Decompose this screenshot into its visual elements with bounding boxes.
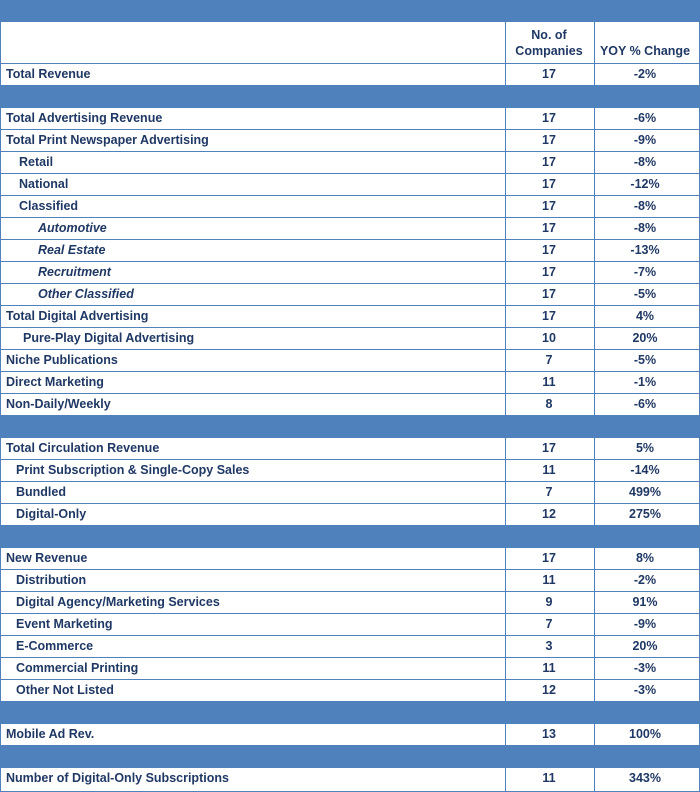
row-companies: 17 [542,111,556,125]
row-yoy: -3% [633,661,657,675]
row-label: Other Not Listed [16,683,114,697]
row-yoy: 5% [635,441,655,455]
row-yoy: 20% [632,331,658,345]
row-yoy: 20% [632,639,658,653]
table-row [0,437,700,459]
row-yoy: -14% [630,463,660,477]
table-row [0,393,700,415]
row-companies: 17 [542,221,556,235]
table-row [0,591,700,613]
row-companies: 17 [542,243,556,257]
row-label: Print Subscription & Single-Copy Sales [16,463,250,477]
table-row [0,283,700,305]
row-label: Total Revenue [6,67,91,81]
yoy-column-header: YOY % Change [599,44,691,58]
row-label: Digital-Only [16,507,87,521]
row-label: Pure-Play Digital Advertising [23,331,195,345]
row-companies: 17 [542,287,556,301]
header-band [0,0,700,22]
companies-header-line2: Companies [515,44,583,58]
row-label: Total Advertising Revenue [6,111,163,125]
row-label: Direct Marketing [6,375,104,389]
grid-line-left [0,0,1,792]
table-row [0,679,700,701]
table-row [0,195,700,217]
row-label: Mobile Ad Rev. [6,727,95,741]
table-row [0,723,700,745]
row-yoy: -2% [633,573,657,587]
row-companies: 11 [542,771,556,785]
table-header [0,22,700,63]
row-yoy: -5% [633,287,657,301]
row-companies: 12 [542,683,556,697]
row-companies: 17 [542,67,556,81]
row-companies: 11 [542,661,556,675]
table-row [0,173,700,195]
table-row [0,481,700,503]
row-label: Recruitment [38,265,111,279]
row-companies: 9 [545,595,553,609]
table-row [0,547,700,569]
section-separator [0,525,700,547]
row-label: Retail [19,155,54,169]
row-label: Total Circulation Revenue [6,441,160,455]
row-yoy: -1% [633,375,657,389]
table-row [0,129,700,151]
row-companies: 17 [542,133,556,147]
row-yoy: -5% [633,353,657,367]
row-label: Other Classified [38,287,134,301]
table-row [0,349,700,371]
table-row [0,767,700,792]
row-companies: 11 [542,463,556,477]
row-companies: 17 [542,199,556,213]
row-yoy: 91% [632,595,658,609]
row-companies: 17 [542,551,556,565]
row-label: Bundled [16,485,66,499]
row-yoy: 100% [629,727,661,741]
table-row [0,217,700,239]
row-companies: 12 [542,507,556,521]
row-label: Niche Publications [6,353,118,367]
table-row [0,613,700,635]
section-separator [0,415,700,437]
row-yoy: -6% [633,111,657,125]
row-yoy: -3% [633,683,657,697]
row-yoy: 275% [629,507,661,521]
row-yoy: -8% [633,221,657,235]
row-companies: 7 [545,485,553,499]
row-label: Total Digital Advertising [6,309,149,323]
table-row [0,569,700,591]
table-row [0,459,700,481]
row-companies: 7 [545,353,553,367]
row-companies: 17 [542,309,556,323]
row-companies: 7 [545,617,553,631]
row-label: Distribution [16,573,87,587]
table-row [0,657,700,679]
row-yoy: -9% [633,617,657,631]
grid-line-col2 [594,0,595,792]
row-companies: 17 [542,177,556,191]
table-row [0,151,700,173]
table-row [0,305,700,327]
row-companies: 17 [542,441,556,455]
row-companies: 11 [542,375,556,389]
row-label: E-Commerce [16,639,94,653]
row-yoy: 4% [635,309,655,323]
row-yoy: -7% [633,265,657,279]
row-companies: 17 [542,155,556,169]
table-row [0,239,700,261]
row-yoy: -12% [630,177,660,191]
row-yoy: 8% [635,551,655,565]
table-row [0,107,700,129]
row-yoy: -6% [633,397,657,411]
row-companies: 10 [542,331,556,345]
row-companies: 17 [542,265,556,279]
table-row [0,327,700,349]
row-yoy: 343% [629,771,661,785]
row-yoy: -9% [633,133,657,147]
row-label: Automotive [38,221,107,235]
table-row [0,371,700,393]
row-companies: 3 [545,639,553,653]
row-label: Total Print Newspaper Advertising [6,133,209,147]
row-companies: 8 [545,397,553,411]
section-separator [0,85,700,107]
row-label: Digital Agency/Marketing Services [16,595,220,609]
row-label: Commercial Printing [16,661,139,675]
row-label: Non-Daily/Weekly [6,397,111,411]
row-label: Classified [19,199,79,213]
table-row [0,503,700,525]
row-label: Real Estate [38,243,106,257]
row-label: Number of Digital-Only Subscriptions [6,771,229,785]
row-yoy: -8% [633,155,657,169]
row-yoy: -8% [633,199,657,213]
row-companies: 13 [542,727,556,741]
section-separator [0,745,700,767]
table-row [0,261,700,283]
grid-line-col1 [505,0,506,792]
row-yoy: -2% [633,67,657,81]
row-label: National [19,177,69,191]
companies-column-header [505,27,593,59]
row-companies: 11 [542,573,556,587]
section-separator [0,701,700,723]
row-label: New Revenue [6,551,88,565]
table-row [0,63,700,85]
row-yoy: 499% [629,485,661,499]
companies-header-line1: No. of [531,28,567,42]
row-yoy: -13% [630,243,660,257]
row-label: Event Marketing [16,617,113,631]
table-row [0,635,700,657]
